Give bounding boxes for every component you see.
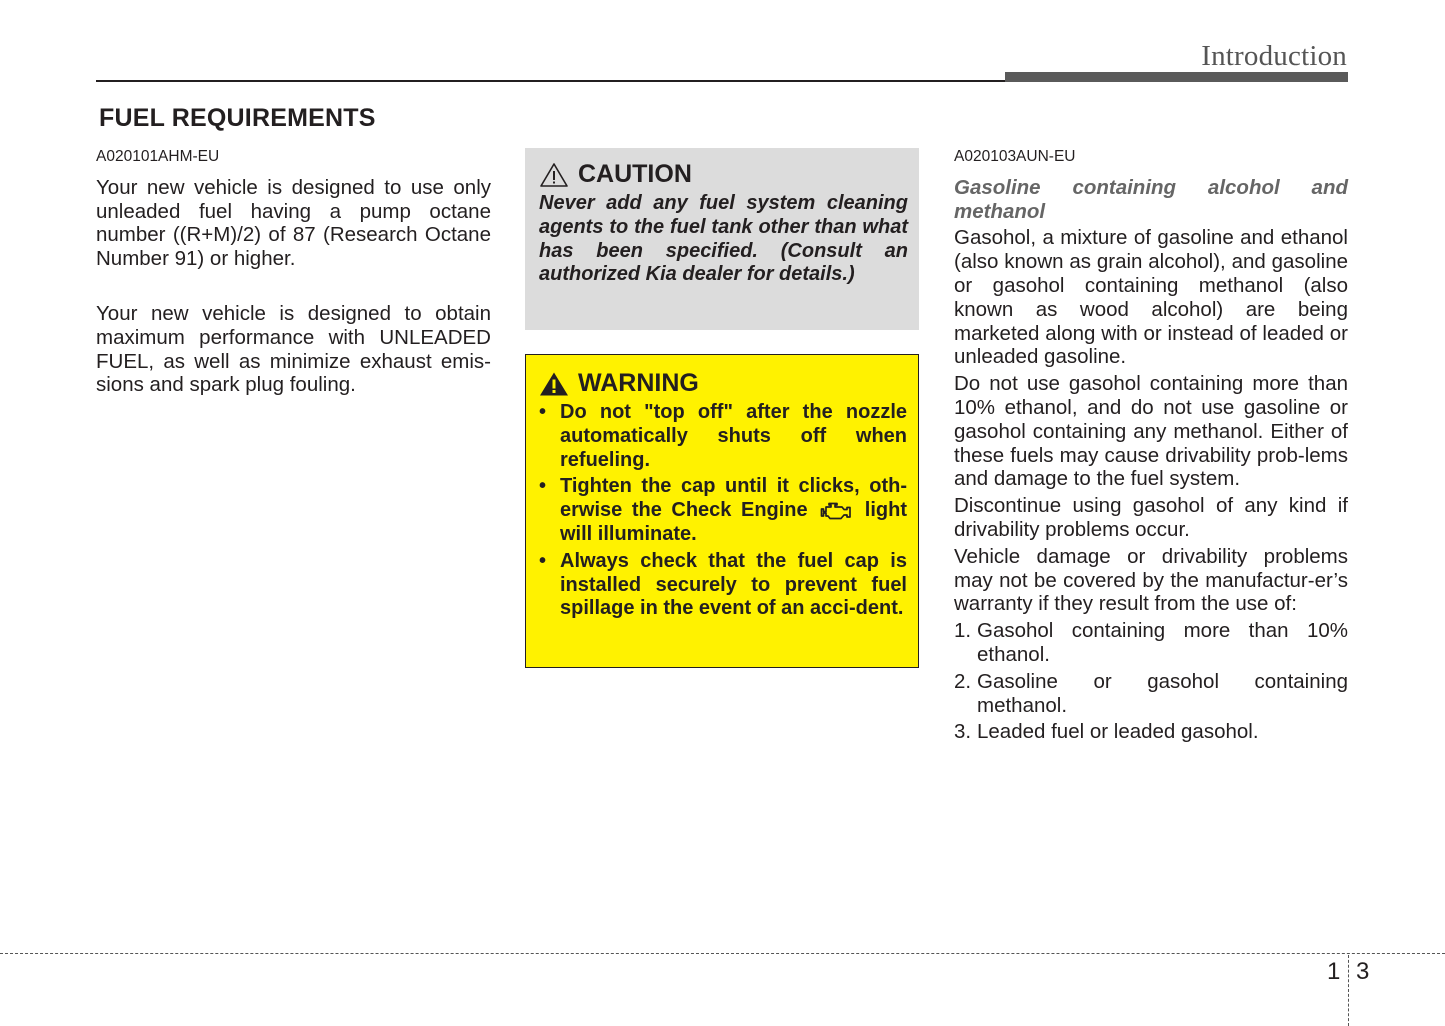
warning-item [539, 401, 907, 472]
right-paragraph-3: Discontinue using gasohol of any kind if drivability problems occur. [954, 494, 1348, 541]
page-number: 3 [1356, 958, 1370, 985]
warning-title-row [539, 369, 907, 398]
page-number-separator [1348, 955, 1349, 1026]
header-bar [1005, 72, 1348, 82]
warning-list [539, 401, 907, 621]
left-column [96, 145, 491, 397]
section-title: FUEL REQUIREMENTS [99, 104, 376, 132]
warning-triangle-icon [539, 371, 569, 397]
bullet: • [539, 549, 547, 572]
header-title: Introduction [1201, 40, 1347, 72]
list-item [954, 619, 1348, 667]
left-paragraph-2: Your new vehicle is designed to obtain maximum performance with UNLEADED FUEL, as well as minimize exhaust emis-sions and spark plug fouling. [96, 301, 491, 397]
right-paragraph-1: Gasohol, a mixture of gasoline and ethanol (also known as grain alcohol), and gasoline or gasohol containing methanol (also known as wood alcohol) are being marketed along with or instead of leaded or unleaded gasoline. [954, 226, 1348, 369]
bullet: • [539, 401, 547, 423]
caution-title-row [539, 160, 908, 189]
warning-title: WARNING [578, 369, 699, 397]
warning-item-text: Always check that the fuel cap is installed securely to prevent fuel spillage in the event of an acci-dent. [560, 549, 907, 620]
warning-item-text: Do not "top off" after the nozzle automatically shuts off when refueling. [560, 401, 907, 471]
list-text: Leaded fuel or leaded gasohol. [977, 720, 1259, 744]
warning-item [539, 475, 907, 546]
check-engine-icon [819, 501, 853, 521]
bullet: • [539, 475, 547, 498]
right-paragraph-2: Do not use gasohol containing more than 10% ethanol, and do not use gasoline or gasohol containing any methanol. Either of these fuels may cause drivability prob-lems and damage to the fuel system. [954, 372, 1348, 491]
caution-triangle-icon [539, 162, 569, 188]
list-item [954, 720, 1348, 744]
footer-rule [0, 953, 1445, 954]
list-number: 2. [954, 669, 972, 693]
header-rule [96, 80, 1006, 82]
warning-box [525, 354, 919, 668]
warning-item [539, 550, 907, 621]
caution-text: Never add any fuel system cleaning agents to the fuel tank other than what has been specified. (Consult an authorized Kia dealer for details.) [539, 192, 908, 286]
list-text: Gasoline or gasohol containing methanol. [977, 669, 1348, 717]
caution-title: CAUTION [578, 160, 692, 188]
left-paragraph-1: Your new vehicle is designed to use only unleaded fuel having a pump octane number ((R+M)/2) of 87 (Research Octane Number 91) or higher. [96, 175, 491, 271]
list-item [954, 670, 1348, 718]
chapter-number: 1 [1327, 958, 1341, 985]
warning-item-text: light will illuminate. [560, 499, 907, 545]
right-subheading: Gasoline containing alcohol and methanol [954, 175, 1348, 223]
left-code: A020101AHM-EU [96, 148, 220, 165]
caution-box [525, 148, 919, 330]
list-text: Gasohol containing more than 10% ethanol. [977, 619, 1348, 666]
right-code: A020103AUN-EU [954, 148, 1076, 165]
warning-item-text: Tighten the cap until it clicks, oth-erwise the Check Engine [560, 475, 907, 522]
right-column [954, 145, 1348, 747]
list-number: 1. [954, 619, 972, 643]
right-paragraph-4: Vehicle damage or drivability problems may not be covered by the manufactur-er’s warranty if they result from the use of: [954, 544, 1348, 616]
list-number: 3. [954, 720, 972, 744]
